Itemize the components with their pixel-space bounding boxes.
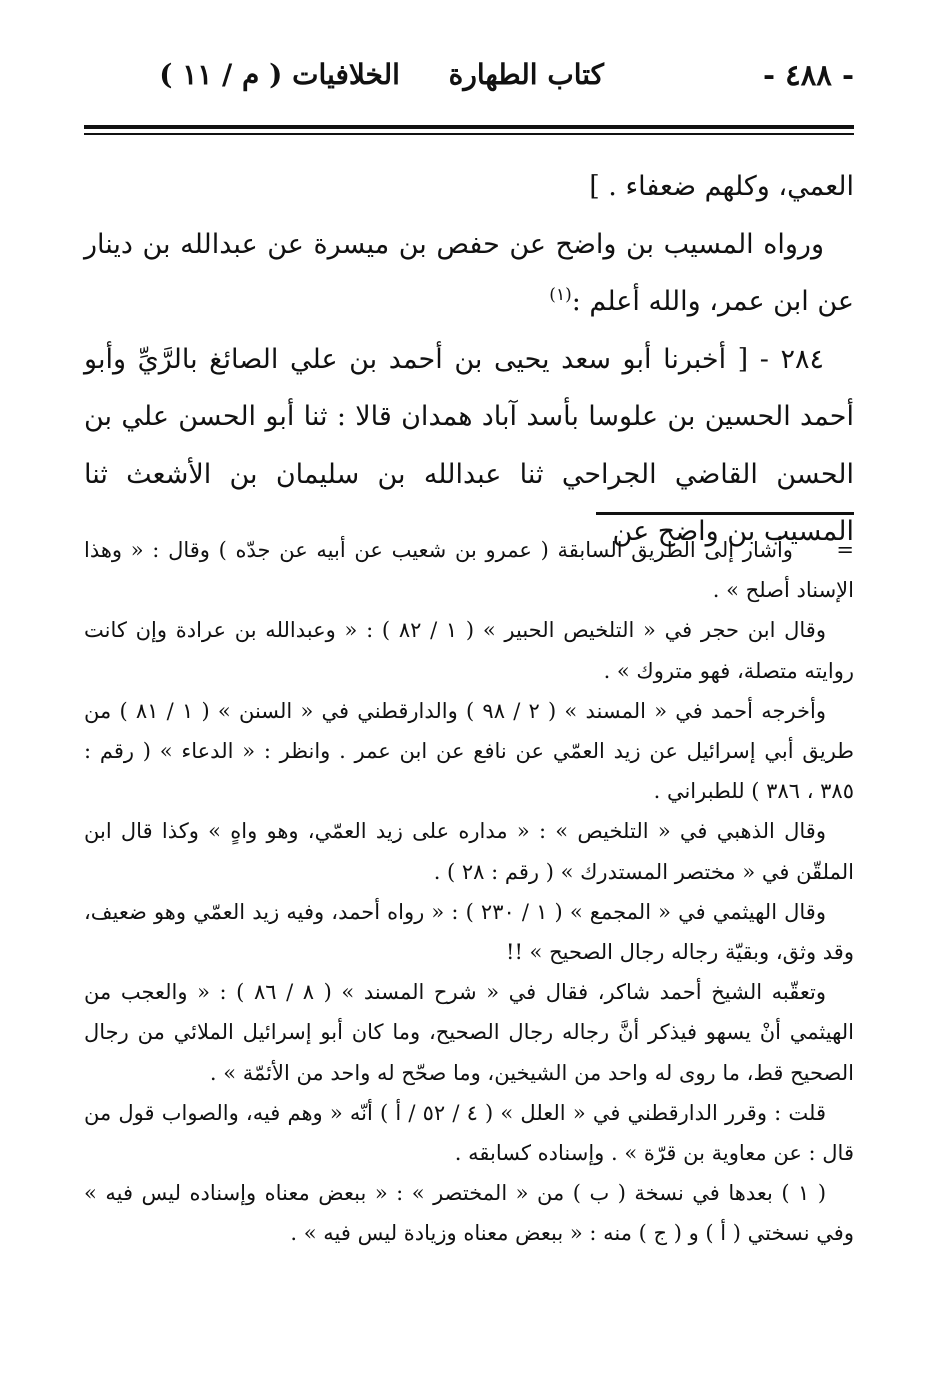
main-paragraph: العمي، وكلهم ضعفاء . ] (589, 171, 854, 202)
footnote-paragraph: قلت : وقرر الدارقطني في « العلل » ( ٤ / ٥٢ / أ ) أنّه « وهم فيه، والصواب قول من قال : عن معاوية بن قرّة » . وإسناده كسابقه . (84, 1100, 854, 1166)
hadith-284-paragraph: ٢٨٤ - [ أخبرنا أبو سعد يحيى بن أحمد بن علي الصائغ بالرَّيِّ وأبو أحمد الحسين بن علوسا بأسد آباد همدان قالا : ثنا أبو الحسن علي بن الحسن القاضي الجراحي ثنا عبدالله بن سليمان بن الأشعث ثنا المسيب بن واضح عن (84, 343, 854, 547)
footnote-paragraph: وأخرجه أحمد في « المسند » ( ٢ / ٩٨ ) والدارقطني في « السنن » ( ١ / ٨١ ) من طريق أبي إسرائيل عن زيد العمّي عن نافع عن ابن عمر . وانظر : « الدعاء » ( رقم : ٣٨٥ ، ٣٨٦ ) للطبراني . (84, 698, 854, 804)
page-header (84, 58, 854, 114)
footnote-paragraph: وتعقّبه الشيخ أحمد شاكر، فقال في « شرح المسند » ( ٨ / ٨٦ ) : « والعجب من الهيثمي أنْ يسهو فيذكر أنَّ رجاله رجال الصحيح، وما كان أبو إسرائيل الملائي من رجال الصحيح قط، ما روى له واحد من الشيخين، وما صحّح له واحد من الأئمّة » . (84, 980, 854, 1085)
footnote-reference: (١) (549, 285, 572, 305)
footnote-1: ( ١ ) بعدها في نسخة ( ب ) من « المختصر » : « ببعض معناه وإسناده ليس فيه » وفي نسختي ( أ ) و ( ج ) منه : « ببعض معناه وزيادة ليس فيه » . (84, 1181, 854, 1246)
footnote-paragraph: = وأشار إلى الطريق السابقة ( عمرو بن شعيب عن أبيه عن جدّه ) وقال : « وهذا الإسناد أصلح » . (77, 538, 854, 603)
header-rule-thin (84, 133, 854, 135)
main-text (84, 158, 854, 561)
footnote-paragraph: وقال الذهبي في « التلخيص » : « مداره على زيد العمّي، وهو واهٍ » وكذا قال ابن الملقّن في « مختصر المستدرك » ( رقم : ٢٨ ) . (84, 819, 854, 884)
footnote-paragraph: وقال الهيثمي في « المجمع » ( ١ / ٢٣٠ ) : « رواه أحمد، وفيه زيد العمّي وهو ضعيف، وقد وثق، وبقيّة رجاله رجال الصحيح » !! (84, 899, 854, 965)
page-number: - ٤٨٨ - (762, 58, 854, 92)
footnote-paragraph: وقال ابن حجر في « التلخيص الحبير » ( ١ / ٨٢ ) : « وعبدالله بن عرادة وإن كانت روايته متصلة، فهو متروك » . (84, 618, 854, 683)
running-title: كتاب الطهارة الخلافيات ( م / ١١ ) (159, 58, 604, 91)
footnotes (77, 530, 854, 1254)
main-paragraph: ورواه المسيب بن واضح عن حفص بن ميسرة عن عبدالله بن دينار عن ابن عمر، والله أعلم :$^{(١)}$ (84, 228, 854, 317)
footnote-separator (596, 512, 854, 515)
header-rule-thick (84, 125, 854, 129)
